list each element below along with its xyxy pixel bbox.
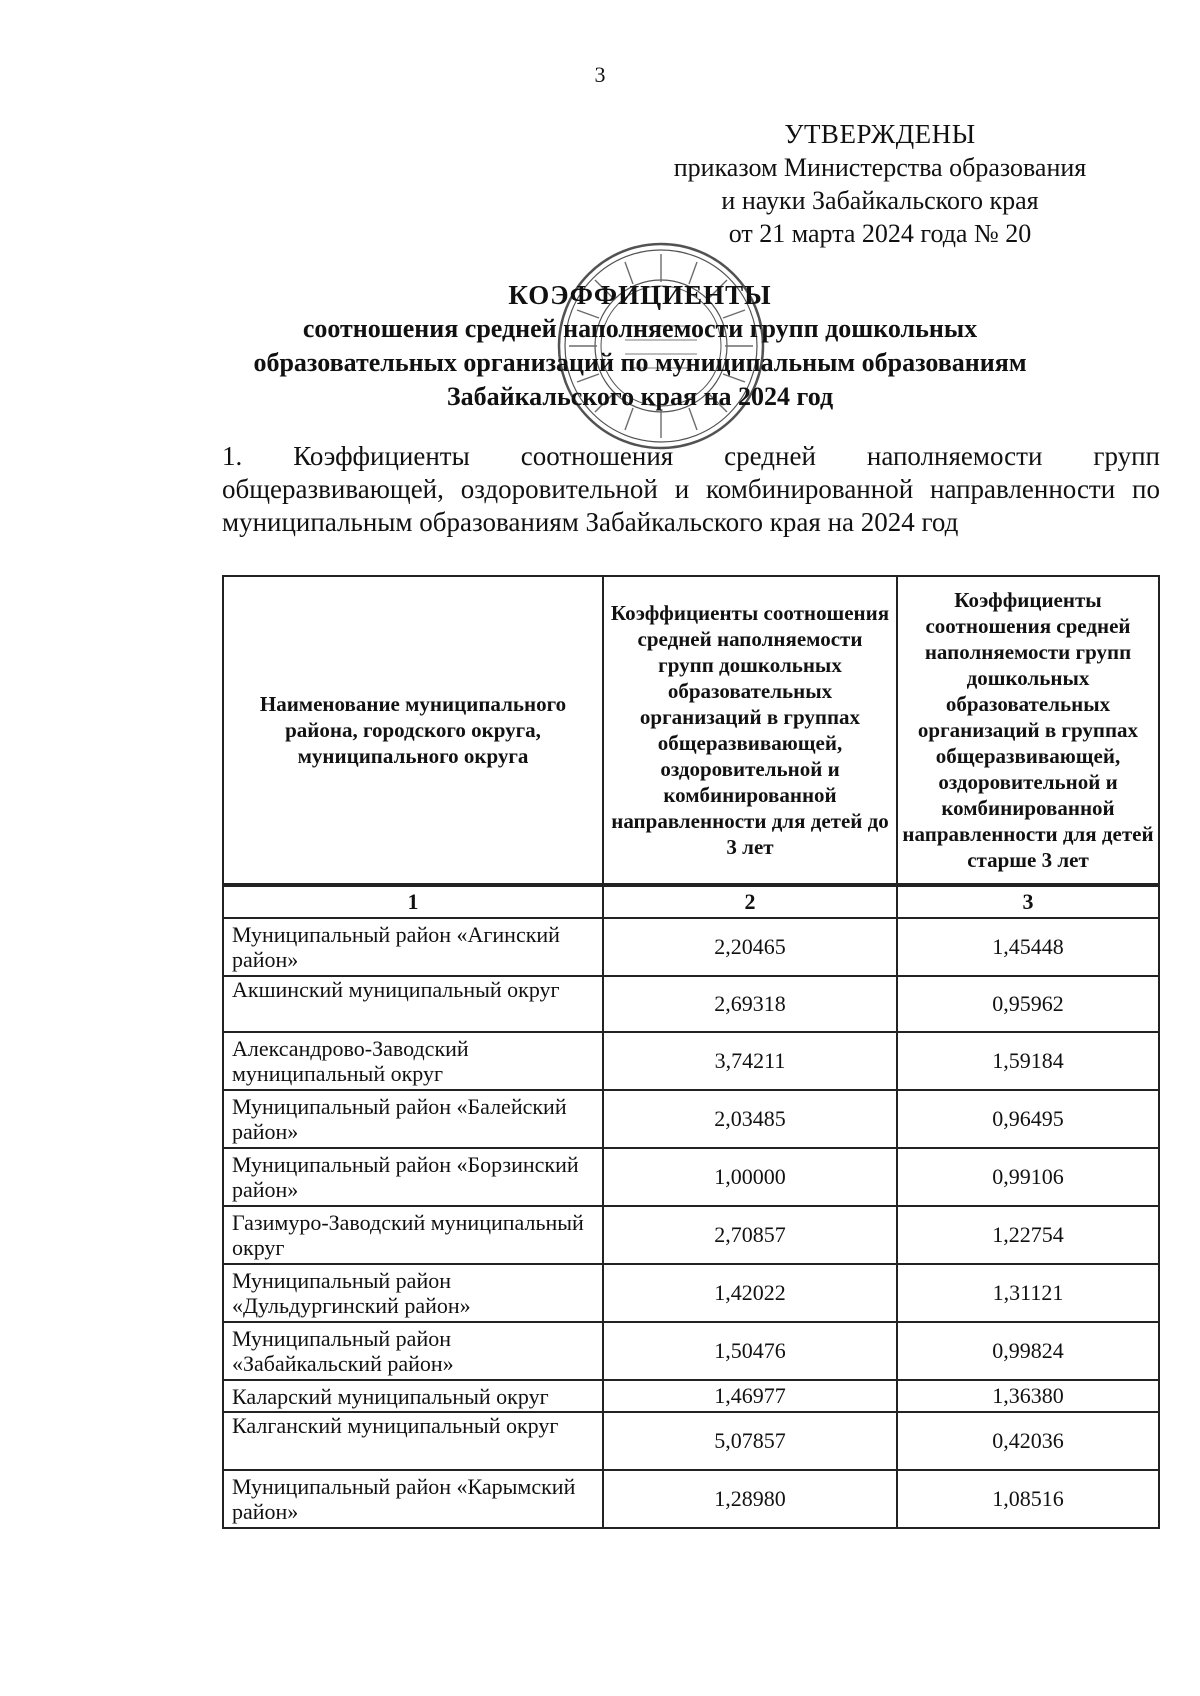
coefficient-over-3: 0,96495 [897, 1090, 1159, 1148]
coefficient-under-3: 2,20465 [603, 918, 897, 976]
coefficient-under-3: 5,07857 [603, 1412, 897, 1470]
table-row [223, 1148, 1159, 1206]
coefficient-over-3: 1,31121 [897, 1264, 1159, 1322]
header-cell-under-3: Коэффициенты соотношения средней наполняемости групп дошкольных образовательных организаций в группах общеразвивающей, оздоровительной и комбинированной направленности для детей до 3 лет [603, 576, 897, 885]
page-number: 3 [594, 62, 606, 87]
municipality-name: Муниципальный район «Борзинский район» [223, 1148, 603, 1206]
table-row [223, 1412, 1159, 1470]
table-row [223, 1206, 1159, 1264]
table-row [223, 918, 1159, 976]
column-number: 1 [223, 885, 603, 918]
coefficient-under-3: 1,00000 [603, 1148, 897, 1206]
document-title [230, 278, 1050, 414]
coefficient-under-3: 2,69318 [603, 976, 897, 1032]
municipality-name: Муниципальный район «Дульдургинский район» [223, 1264, 603, 1322]
coefficient-over-3: 0,99824 [897, 1322, 1159, 1380]
title-line: Забайкальского края на 2024 год [446, 382, 834, 411]
coefficient-over-3: 0,42036 [897, 1412, 1159, 1470]
coefficient-under-3: 2,70857 [603, 1206, 897, 1264]
header-cell-name: Наименование муниципального района, городского округа, муниципального округа [223, 576, 603, 885]
coefficient-over-3: 0,99106 [897, 1148, 1159, 1206]
table-header-row [223, 576, 1159, 885]
coefficient-over-3: 1,45448 [897, 918, 1159, 976]
coefficient-under-3: 3,74211 [603, 1032, 897, 1090]
coefficient-under-3: 1,28980 [603, 1470, 897, 1528]
municipality-name: Александрово-Заводский муниципальный округ [223, 1032, 603, 1090]
approval-line: от 21 марта 2024 года № 20 [728, 219, 1032, 248]
table-row [223, 1090, 1159, 1148]
column-number: 2 [603, 885, 897, 918]
table-row [223, 1264, 1159, 1322]
title-line: соотношения средней наполняемости групп дошкольных [302, 314, 978, 343]
municipality-name: Калганский муниципальный округ [223, 1412, 603, 1470]
municipality-name: Муниципальный район «Балейский район» [223, 1090, 603, 1148]
title-line: образовательных организаций по муниципальным образованиям [253, 348, 1027, 377]
column-number: 3 [897, 885, 1159, 918]
coefficient-over-3: 1,22754 [897, 1206, 1159, 1264]
municipality-name: Муниципальный район «Агинский район» [223, 918, 603, 976]
municipality-name: Акшинский муниципальный округ [223, 976, 603, 1032]
coefficient-under-3: 1,46977 [603, 1380, 897, 1412]
approval-heading: УТВЕРЖДЕНЫ [784, 119, 976, 149]
table-row [223, 1380, 1159, 1412]
municipality-name: Муниципальный район «Забайкальский район» [223, 1322, 603, 1380]
coefficient-over-3: 0,95962 [897, 976, 1159, 1032]
table-row [223, 1470, 1159, 1528]
column-number-row [223, 885, 1159, 918]
municipality-name: Муниципальный район «Карымский район» [223, 1470, 603, 1528]
coefficient-under-3: 2,03485 [603, 1090, 897, 1148]
table-row [223, 976, 1159, 1032]
coefficient-under-3: 1,50476 [603, 1322, 897, 1380]
coefficient-under-3: 1,42022 [603, 1264, 897, 1322]
table-row [223, 1322, 1159, 1380]
coefficients-table [222, 575, 1160, 1529]
title-main: КОЭФФИЦИЕНТЫ [508, 280, 772, 310]
municipality-name: Газимуро-Заводский муниципальный округ [223, 1206, 603, 1264]
coefficient-over-3: 1,36380 [897, 1380, 1159, 1412]
approval-block [640, 118, 1120, 250]
coefficient-over-3: 1,59184 [897, 1032, 1159, 1090]
table-row [223, 1032, 1159, 1090]
coefficient-over-3: 1,08516 [897, 1470, 1159, 1528]
municipality-name: Каларский муниципальный округ [223, 1380, 603, 1412]
approval-line: и науки Забайкальского края [721, 186, 1039, 215]
intro-paragraph: 1. Коэффициенты соотношения средней наполняемости групп общеразвивающей, оздоровительной и комбинированной направленности по муниципальным образованиям Забайкальского края на 2024 год [222, 441, 1160, 537]
header-cell-over-3: Коэффициенты соотношения средней наполняемости групп дошкольных образовательных организаций в группах общеразвивающей, оздоровительной и комбинированной направленности для детей старше 3 лет [897, 576, 1159, 885]
approval-line: приказом Министерства образования [673, 153, 1087, 182]
